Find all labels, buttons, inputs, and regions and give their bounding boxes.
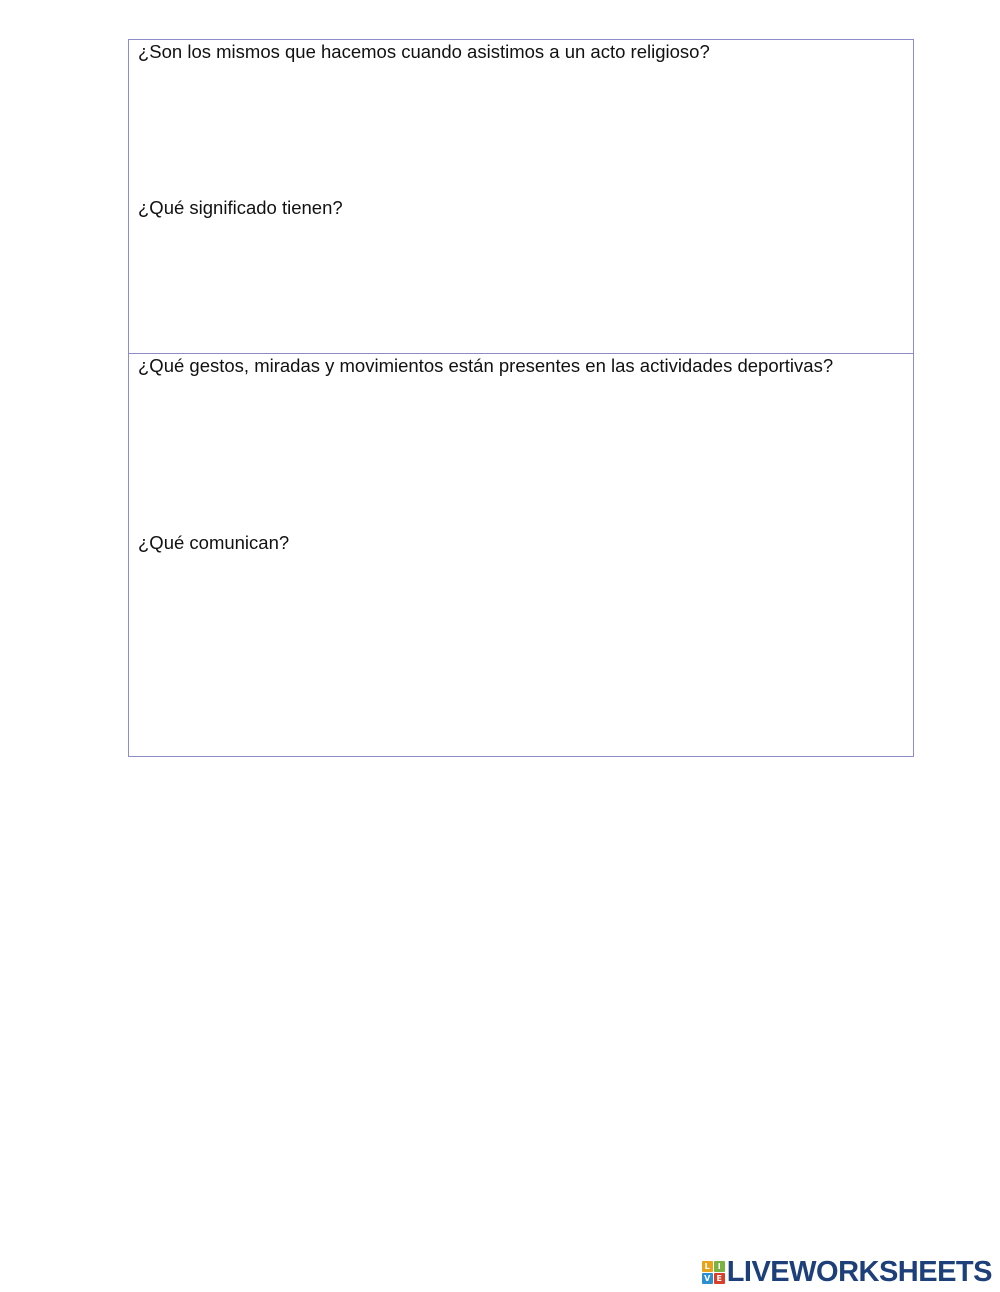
question-text: ¿Qué gestos, miradas y movimientos están presentes en las actividades deportivas? xyxy=(138,355,834,376)
logo-block-l: L xyxy=(702,1261,713,1272)
live-blocks-icon xyxy=(702,1261,725,1284)
logo-block-i: I xyxy=(714,1261,725,1272)
question-cell-1 xyxy=(129,40,913,353)
question-table xyxy=(128,39,914,757)
question-cell-2 xyxy=(129,353,913,756)
logo-wordmark: LIVEWORKSHEETS xyxy=(726,1256,992,1288)
question-text: ¿Qué significado tienen? xyxy=(138,197,343,218)
question-text: ¿Qué comunican? xyxy=(138,532,290,553)
logo-block-e: E xyxy=(714,1273,725,1284)
question-text: ¿Son los mismos que hacemos cuando asistimos a un acto religioso? xyxy=(138,41,710,62)
logo-block-v: V xyxy=(702,1273,713,1284)
liveworksheets-logo xyxy=(702,1257,992,1287)
